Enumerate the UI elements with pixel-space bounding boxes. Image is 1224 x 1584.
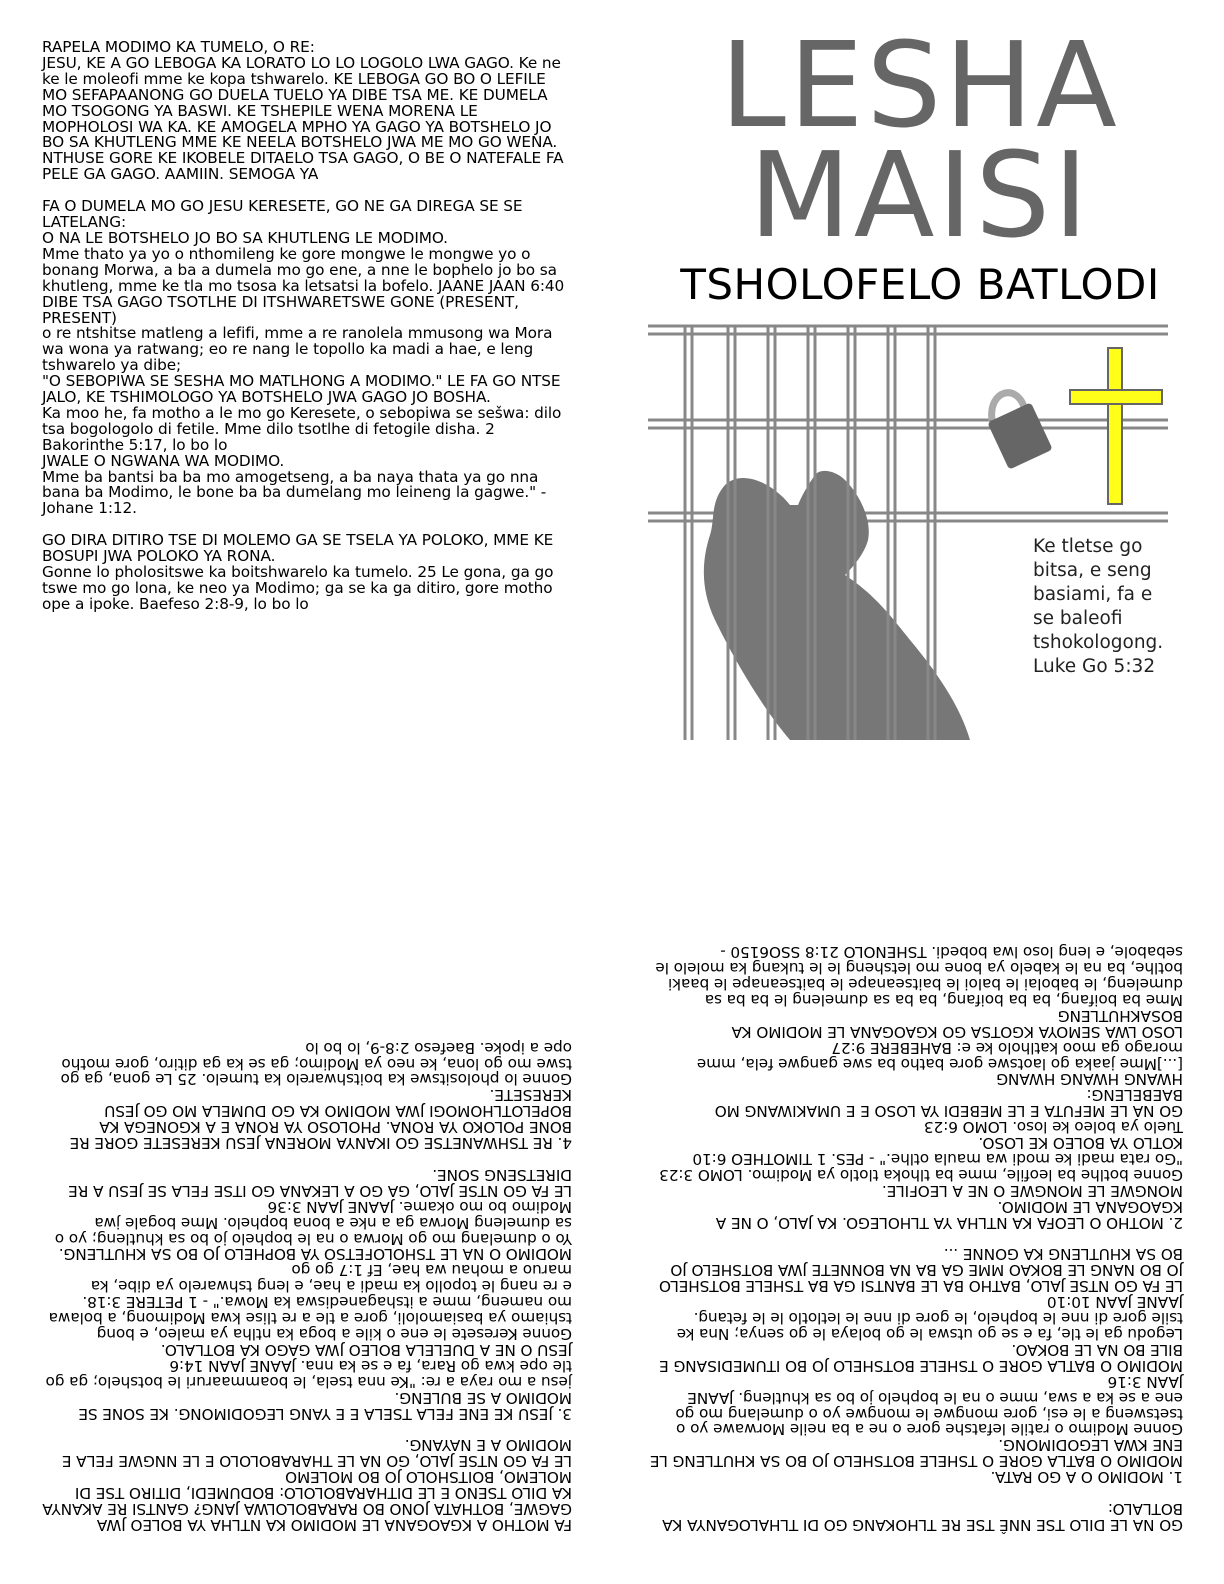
intro-paragraph: GO NA LE DILO TSE NNÊ TSE RE TLHOKANG GO DI TLHALOGANYA KA BOTLALO: [662,1500,1183,1534]
separation-paragraph: FA MOTHO A KGAOGANA LE MODIMO KA NTLHA YA BOLEO JWA GAGWE, BOTHATA JONO BO RARABOLOLWA JANG? GANTSI RE AKANYA KA DILO TSENO E LE DITHARABOLOLO: BODUMEDI, DITIRO TSE DI MOLEMO, BOITSHOLO JO BO MOLEMO LE FA GO NTSE JALO, GO NA LE THARABOLOLO E LE NNGWE FELA E MODIMO A E NAYANG. [42,1436,572,1534]
spacer [42,1421,572,1437]
spacer [42,1150,572,1166]
point-one-paragraph: 1. MODIMO O A GO RATA. MODIMO O BATLA GORE O TSHELE BOTSHELO JO BO SA KHUTLENG LE ENE KWA LEGODIMONG. Gonne Modimo o ratile lefatshe gore o ne a ba neile Morwawe yo o tsetsweng a le esi, gore mongwe le mongwe yo o dumelang mo go ene a se ka a swa, mme o na le bophelo jo bo sa khutleng. JAANE JAAN 3:16 MODIMO O BATLA GORE O TSHELE BOTSHELO JO BO ITUMEDISANG E BILE BO NA LE BOKAO. Legodu ga le tle, fa e se go utswa le go bolaya le go senya; Nna ke tsile gore di nne le bophelo, le gore di nne le letlotlo le le fetang. JAANE JAAN 10:10 LE FA GO NTSE JALO, BATHO BA LE BANTSI GA BA TSHELE BOTSHELO JO BO NANG LE BOKAO MME GA BA NA BONNETE JWA BOTSHELO JO BO SA KHUTLENG KA GONNE ... [649,1245,1183,1487]
cross-icon [1070,348,1162,504]
cover-subtitle: TSHOLOFELO BATLODI [680,260,1160,309]
truths-panel [648,822,1183,1532]
cover-panel [640,16,1200,740]
cover-illustration [640,320,1170,740]
good-works-paragraph: GO DIRA DITIRO TSE DI MOLEMO GA SE TSELA YA POLOKO, MME KE BOSUPI JWA POLOKO YA RONA. Gonne lo pholositswe ka boitshwarelo ka tumelo. 25 Le gona, ga go tswe mo go lona, ke neo ya Modimo; ga se ka ga ditiro, gore motho ope a ipoke. Baefeso 2:8-9, lo bo lo [42,531,554,613]
spacer [648,1484,1183,1500]
spacer [648,1230,1183,1246]
prisoner-silhouette-icon [704,471,970,740]
prayer-paragraph: RAPELA MODIMO KA TUMELO, O RE: JESU, KE A GO LEBOGA KA LORATO LO LO LOGOLO LWA GAGO. Ke ne ke le moleofi mme ke kopa tshwarelo. KE LEBOGA GO BO O LEFILE MO SEFAPAANONG GO DUELA TUELO YA DIBE TSA ME. KE DUMELA MO TSOGONG YA BASWI. KE TSHEPILE WENA MORENA LE MOPHOLOSI WA KA. KE AMOGELA MPHO YA GAGO YA BOTSHELO JO BO SA KHUTLENG MME KE NEELA BOTSHELO JWA ME MO GO WENA. NTHUSE GORE KE IKOBELE DITAELO TSA GAGO, O BE O NATEFALE FA PELE GA GAGO. AAMIIN. SEMOGA YA [42,38,564,184]
point-two-paragraph: 2. MOTHO O LEOFA KA NTLHA YA TLHOLEGO. KA JALO, O NE A KGAOGANA LE MODIMO. MONGWE LE MONGWE O NE A LEOFILE. Gonne botlhe ba leofile, mme ba tlhoka tlotlo ya Modimo. LOMO 3:23 "Go rata madi ke modi wa maula otlhe." - PES. 1 TIMOTHEO 6:10 KOTLO YA BOLEO KE LOSO. Tuelo ya boleo ke loso. LOMO 6:23 GO NA LE MEFUTA E LE MEBEDI YA LOSO E E UMAKIWANG MO BAEBELENG: HWANG HWANG HWANG [...]Mme jaaka go laotswe gore batho ba swe gangwe fela, mme morago ga moo katlholo ke e: BAHEBERE 9:27 LOSO LWA SEMOYA KGOTSA GO KGAOGANA LE MODIMO KA BOSAKHUTLENG Mme ba boifang, ba ba boifang, ba ba sa dumeleng le ba ba sa dumeleng, le babolai le baloi le baitseanape le baitseanape le baaki botlhe, ba na le kabelo ya bone mo letsheng le le tukang ka molelo le sebabole, e leng loso lwa bobedi. TSHENOLO 21:8 SSO6150 - [655,943,1183,1232]
salvation-panel [42,822,572,1532]
padlock-icon [987,393,1052,470]
believer-benefits-paragraph: FA O DUMELA MO GO JESU KERESETE, GO NE GA DIREGA SE SE LATELANG: O NA LE BOTSHELO JO BO SA KHUTLENG LE MODIMO. Mme thato ya yo o nthomileng ke gore mongwe le mongwe yo o bonang Morwa, a ba a dumela mo go ene, a nne le bophelo jo bo sa khutleng, mme ke tla mo tsosa ka letsatsi la bofelo. JAANE JAAN 6:40 DIBE TSA GAGO TSOTLHE DI ITSHWARETSWE GONE (PRESENT, PRESENT) o re ntshitse matleng a lefifi, mme a re ranolela mmusong wa Mora wa wona ya ratwang; eo re nang le topollo ka madi a hae, e leng tshwarelo ya dibe; "O SEBOPIWA SE SESHA MO MATLHONG A MODIMO." LE FA GO NTSE JALO, KE TSHIMOLOGO YA BOTSHELO JWA GAGO JO BOSHA. Ka moo he, fa motho a le mo go Keresete, o sebopiwa se sešwa: dilo tsa bogologolo di fetile. Mme dilo tsotlhe di fetogile disha. 2 Bakorinthe 5:17, lo bo lo JWALE O NGWANA WA MODIMO. Mme ba bantsi ba ba mo amogetseng, a ba naya thata ya go nna bana ba Modimo, le bone ba ba dumelang mo leineng la gagwe." - Johane 1:12. [42,197,565,518]
cover-verse: Ke tletse go bitsa, e seng basiami, fa e se baleofi tshokologong. Luke Go 5:32 [1033,536,1164,677]
point-four-paragraph: 4. RE TSHWANETSE GO IKANYA MORENA JESU KERESETE GORE RE BONE POLOKO YA RONA. PHOLOSO YA RONA E A KGONEGA KA BOPELOTLHOMOGI JWA MODIMO KA GO DUMELA MO GO JESU KERESETE. Gonne lo pholositswe ka boitshwarelo ka tumelo. 25 Le gona, ga go tswe mo go lona, ke neo ya Modimo; ga se ka ga ditiro, gore motho ope a ipoke. Baefeso 2:8-9, lo bo lo [60,1038,572,1153]
cover-title-line2: MAISI [748,126,1092,264]
cover-title-line1: LESHA [720,16,1120,154]
point-three-paragraph: 3. JESU KE ENE FELA TSELA E E YANG LEGODIMONG. KE SONE SE MODIMO A SE BULENG. jesu a mo raya a re: "Ke nna tsela, le boammaaruri le botshelo; ga go tle ope kwa go Rara, fa e se ka nna. JAANE JAAN 14:6 JESU O NE A DUELELA BOLEO JWA GAGO KA BOTLALO. Gonne Keresete le ene o kile a boga ka ntlha ya maleo, e bong tshiamo ya basiamololi, gore a tle a re tlise kwa Modimong, a bolawa mo nameng, mme a itshaganediswa ka Mowa." - 1 PETERE 3:18. e re nang le topollo ka madi a hae, e leng tshwarelo ya dibe, ka maruo a mohau wa hae, Ef 1:7 go go MODIMO O NA LE TSHOLOFETSO YA BOPHELO JO BO SA KHUTLENG. Yo o dumelang mo go Morwa o na le bophelo jo bo sa khutleng; yo o sa dumeleng Morwa ga a nke a bona bophelo. Mme bogale jwa Modimo bo mo okame. JAANE JAAN 3:36 LE FA GO NTSE JALO, GA GO A LEKANA GO ITSE FELA SE JESU A RE DIRETSENG SONE. [45,1165,572,1423]
prayer-panel [42,40,572,613]
